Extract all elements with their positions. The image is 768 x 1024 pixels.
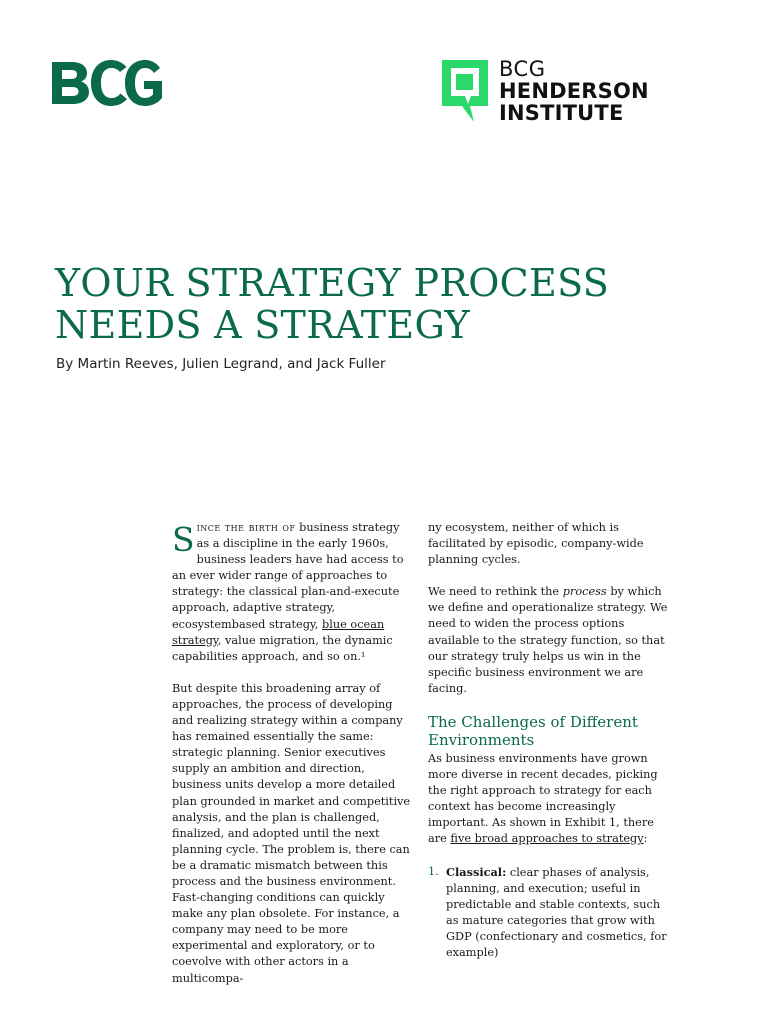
list-item [428,864,668,962]
title-line-2: NEEDS A STRATEGY [55,303,470,347]
paragraph-4 [428,584,668,697]
approaches-list [428,864,668,962]
paragraph-4-text-b: by which we define and operationalize strategy. We need to widen the process options available to the strategy function, so that our strategy truly helps us win in the specific business environment we are facing. [428,585,668,695]
paragraph-5-text-b: : [643,832,648,846]
blue-ocean-strategy-link[interactable]: blue ocean strategy [172,617,385,647]
henderson-institute-mark-icon [442,60,488,122]
bcg-logo [52,58,164,108]
bhi-line-institute: INSTITUTE [499,101,624,125]
list-item-term: Classical: [446,864,507,879]
list-item-number: 1. [428,864,439,878]
title-line-1: YOUR STRATEGY PROCESS [55,261,610,305]
section-heading: The Challenges of Different Environments [428,712,638,749]
paragraph-5-text-a: As business environments have grown more diverse in recent decades, picking the right approach to strategy for each context has become increasingly important. As shown in Exhibit 1, there are [428,751,658,846]
bhi-line-henderson: HENDERSON [499,79,649,103]
list-item-text: clear phases of analysis, planning, and execution; useful in predictable and stable contexts, such as mature categories that grow with GDP (confectionary and cosmetics, for example) [446,865,667,959]
intro-text-1: business strategy as a discipline in the early 1960s, business leaders have had access to an ever wider range of approaches to strategy: the classical plan-and-execute approach, adaptive strategy, ecosystembased strategy, [172,521,404,631]
intro-text-2: , value migration, the dynamic capabilities approach, and so on.¹ [172,633,393,663]
paragraph-2: But despite this broadening array of approaches, the process of developing and realizing strategy within a company has remained essentially the same: strategic planning. Senior executives supply an ambition and direction, business units develop a more detailed plan grounded in market and competitive analysis, and the plan is challenged, finalized, and adopted until the next planning cycle. The problem is, there can be a dramatic mismatch between this process and the business environment. Fast-changing conditions can quickly make any plan obsolete. For instance, a company may need to be more experimental and exploratory, or to coevolve with other actors in a multicompa- [172,681,411,985]
right-column [428,520,668,961]
intro-smallcaps: ince the birth of [196,521,296,534]
bhi-line-bcg: BCG [499,57,546,81]
process-emphasis: process [562,585,607,599]
paragraph-5 [428,751,668,848]
paragraph-3: ny ecosystem, neither of which is facilitated by episodic, company-wide planning cycles. [428,521,644,567]
five-approaches-link[interactable]: five broad approaches to strategy [450,832,644,846]
paragraph-4-text-a: We need to rethink the [428,585,563,599]
left-column [172,520,412,1003]
drop-cap: S [172,520,195,559]
byline: By Martin Reeves, Julien Legrand, and Jack Fuller [56,356,386,372]
article-title [55,262,735,346]
bcg-logo-icon [52,58,164,108]
intro-paragraph [172,520,412,665]
